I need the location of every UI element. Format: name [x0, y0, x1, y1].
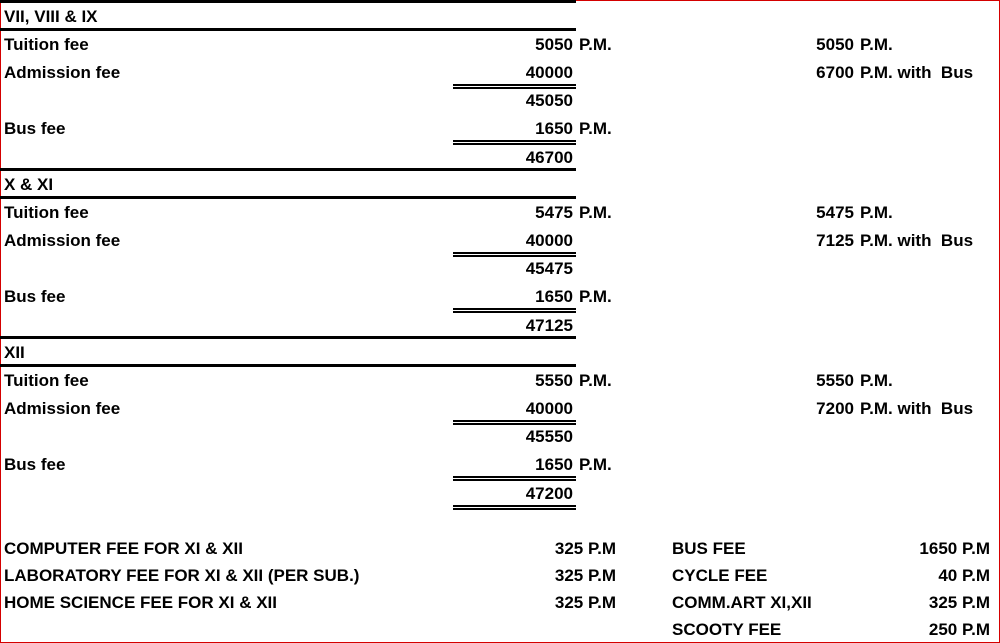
monthly-fee-value: 5550 — [816, 371, 854, 390]
admission-fee-value: 40000 — [525, 231, 573, 250]
monthly-fee-unit: P.M. — [860, 371, 893, 390]
admission-fee-value: 40000 — [525, 63, 573, 82]
section-header-rule — [0, 196, 576, 199]
bus-fee-label: Bus fee — [4, 119, 66, 138]
sum-double-rule — [453, 252, 576, 257]
total-value: 47125 — [525, 316, 573, 335]
monthly-with-bus-value: 6700 — [816, 63, 854, 82]
other-fee-label: BUS FEE — [672, 539, 746, 558]
other-fee-value: 325 P.M — [554, 566, 616, 585]
other-fee-label: SCOOTY FEE — [672, 620, 782, 639]
monthly-fee-unit: P.M. — [860, 203, 893, 222]
subtotal-value: 45550 — [525, 427, 573, 446]
bus-fee-unit: P.M. — [579, 119, 612, 138]
total-value: 47200 — [525, 484, 573, 503]
admission-fee-label: Admission fee — [4, 63, 121, 82]
subtotal-value: 45475 — [525, 259, 573, 278]
tuition-fee-value: 5550 — [535, 371, 573, 390]
sum-double-rule — [453, 84, 576, 89]
section-title: XII — [4, 343, 25, 362]
section-top-rule — [0, 0, 576, 3]
tuition-fee-value: 5475 — [535, 203, 573, 222]
monthly-with-bus-value: 7200 — [816, 399, 854, 418]
tuition-fee-label: Tuition fee — [4, 371, 89, 390]
other-fee-label: HOME SCIENCE FEE FOR XI & XII — [4, 593, 277, 612]
tuition-fee-unit: P.M. — [579, 35, 612, 54]
sum-double-rule — [453, 476, 576, 481]
admission-fee-label: Admission fee — [4, 399, 121, 418]
other-fee-value: 40 P.M — [938, 566, 990, 585]
tuition-fee-label: Tuition fee — [4, 203, 89, 222]
section-title: VII, VIII & IX — [4, 7, 98, 26]
bus-fee-unit: P.M. — [579, 287, 612, 306]
section-header-rule — [0, 28, 576, 31]
sum-double-rule — [453, 140, 576, 145]
other-fee-value: 325 P.M — [554, 539, 616, 558]
section-top-rule — [0, 336, 576, 339]
total-double-rule — [453, 505, 576, 510]
section-top-rule — [0, 168, 576, 171]
section-header-rule — [0, 364, 576, 367]
other-fee-value: 325 P.M — [554, 593, 616, 612]
other-fee-label: COMM.ART XI,XII — [672, 593, 812, 612]
sum-double-rule — [453, 308, 576, 313]
tuition-fee-unit: P.M. — [579, 371, 612, 390]
other-fee-value: 250 P.M — [928, 620, 990, 639]
total-value: 46700 — [525, 148, 573, 167]
admission-fee-label: Admission fee — [4, 231, 121, 250]
admission-fee-value: 40000 — [525, 399, 573, 418]
monthly-with-bus-unit: P.M. with Bus — [860, 399, 974, 418]
other-fee-value: 1650 P.M — [919, 539, 990, 558]
monthly-fee-value: 5050 — [816, 35, 854, 54]
tuition-fee-value: 5050 — [535, 35, 573, 54]
section-title: X & XI — [4, 175, 54, 194]
tuition-fee-label: Tuition fee — [4, 35, 89, 54]
tuition-fee-unit: P.M. — [579, 203, 612, 222]
bus-fee-value: 1650 — [535, 287, 573, 306]
monthly-fee-value: 5475 — [816, 203, 854, 222]
other-fee-label: LABORATORY FEE FOR XI & XII (PER SUB.) — [4, 566, 360, 585]
monthly-fee-unit: P.M. — [860, 35, 893, 54]
sum-double-rule — [453, 420, 576, 425]
other-fee-label: COMPUTER FEE FOR XI & XII — [4, 539, 243, 558]
other-fee-label: CYCLE FEE — [672, 566, 768, 585]
monthly-with-bus-value: 7125 — [816, 231, 854, 250]
other-fee-value: 325 P.M — [928, 593, 990, 612]
bus-fee-value: 1650 — [535, 455, 573, 474]
bus-fee-value: 1650 — [535, 119, 573, 138]
bus-fee-label: Bus fee — [4, 455, 66, 474]
bus-fee-unit: P.M. — [579, 455, 612, 474]
subtotal-value: 45050 — [525, 91, 573, 110]
bus-fee-label: Bus fee — [4, 287, 66, 306]
monthly-with-bus-unit: P.M. with Bus — [860, 231, 974, 250]
monthly-with-bus-unit: P.M. with Bus — [860, 63, 974, 82]
